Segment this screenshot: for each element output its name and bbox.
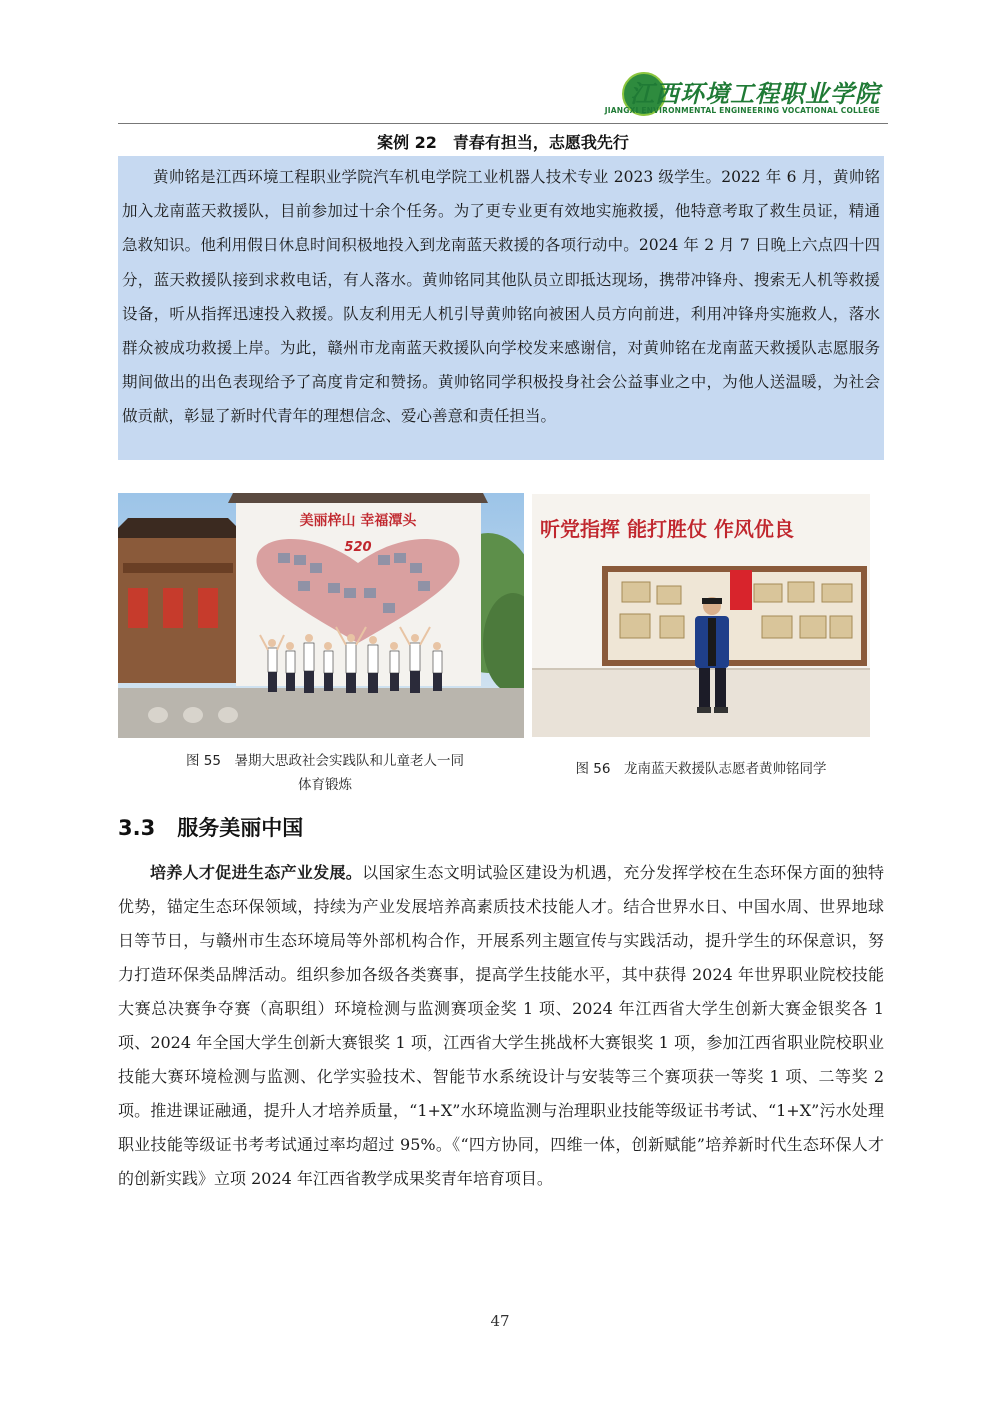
photo-wall-sign: 美丽梓山 幸福潭头 xyxy=(299,513,417,529)
figure-56-caption: 图 56 龙南蓝天救援队志愿者黄帅铭同学 xyxy=(575,761,827,777)
section-heading xyxy=(118,812,303,842)
figure-55-illustration xyxy=(118,493,524,738)
school-name-cn: 江西环境工程职业学院 xyxy=(630,79,880,108)
page-number: 47 xyxy=(490,1312,510,1330)
section-title-text: 服务美丽中国 xyxy=(177,816,304,840)
section-body-paragraph xyxy=(118,856,884,1196)
figure-55-caption-line2: 体育锻炼 xyxy=(298,777,352,793)
figure-56-photo xyxy=(532,494,870,737)
section-paragraph-text: 以国家生态文明试验区建设为机遇，充分发挥学校在生态环保方面的独特优势，锚定生态环保领域，持续为产业发展培养高素质技术技能人才。结合世界水日、中国水周、世界地球日等节日，与赣州市生态环境局等外部机构合作，开展系列主题宣传与实践活动，提升学生的环保意识，努力打造环保类品牌活动。组织参加各级各类赛事，提高学生技能水平，其中获得 2024 年世界职业院校技能大赛总决赛争夺赛（高职组）环境检测与监测赛项金奖 1 项、2024 年江西省大学生创新大赛金银奖各 1 项、2024 年全国大学生创新大赛银奖 1 项，江西省大学生挑战杯大赛银奖 1 项，参加江西省职业院校职业技能大赛环境检测与监测、化学实验技术、智能节水系统设计与安装等三个赛项获一等奖 1 项、二等奖 2 项。推进课证融通，提升人才培养质量，“1+X”水环境监测与治理职业技能等级证书考试、“1+X”污水处理职业技能等级证书考考试通过率均超过 95%。《“四方协同，四维一体，创新赋能”培养新时代生态环保人才的创新实践》立项 2024 年江西省教学成果奖青年培育项目。 xyxy=(118,863,884,1188)
header-divider xyxy=(118,123,888,124)
photo-wall-number: 520 xyxy=(344,540,372,555)
case-title: 案例 22 青春有担当，志愿我先行 xyxy=(377,133,629,152)
case-paragraph: 黄帅铭是江西环境工程职业学院汽车机电学院工业机器人技术专业 2023 级学生。2022 年 6 月，黄帅铭加入龙南蓝天救援队，目前参加过十余个任务。为了更专业更有效地实施救援，他特意考取了救生员证，精通急救知识。他利用假日休息时间积极地投入到龙南蓝天救援的各项行动中。2024 年 2 月 7 日晚上六点四十四分，蓝天救援队接到求救电话，有人落水。黄帅铭同其他队员立即抵达现场，携带冲锋舟、搜索无人机等救援设备，听从指挥迅速投入救援。队友利用无人机引导黄帅铭向被困人员方向前进，利用冲锋舟实施救人，落水群众被成功救援上岸。为此，赣州市龙南蓝天救援队向学校发来感谢信，对黄帅铭在龙南蓝天救援队志愿服务期间做出的出色表现给予了高度肯定和赞扬。黄帅铭同学积极投身社会公益事业之中，为他人送温暖，为社会做贡献，彰显了新时代青年的理想信念、爱心善意和责任担当。 xyxy=(122,168,880,426)
photo-banner-slogan: 听党指挥 能打胜仗 作风优良 xyxy=(540,517,794,541)
section-number: 3.3 xyxy=(118,816,156,840)
school-name-en: JIANGXI ENVIRONMENTAL ENGINEERING VOCATIONAL COLLEGE xyxy=(604,106,880,115)
case-highlight-box xyxy=(118,156,884,460)
figure-55-caption xyxy=(150,749,500,797)
figure-56-illustration xyxy=(532,494,870,737)
section-lead-sentence: 培养人才促进生态产业发展。 xyxy=(150,863,363,882)
figure-55-photo xyxy=(118,493,524,738)
figure-55-caption-line1: 图 55 暑期大思政社会实践队和儿童老人一同 xyxy=(186,753,464,769)
page-header xyxy=(118,62,888,124)
